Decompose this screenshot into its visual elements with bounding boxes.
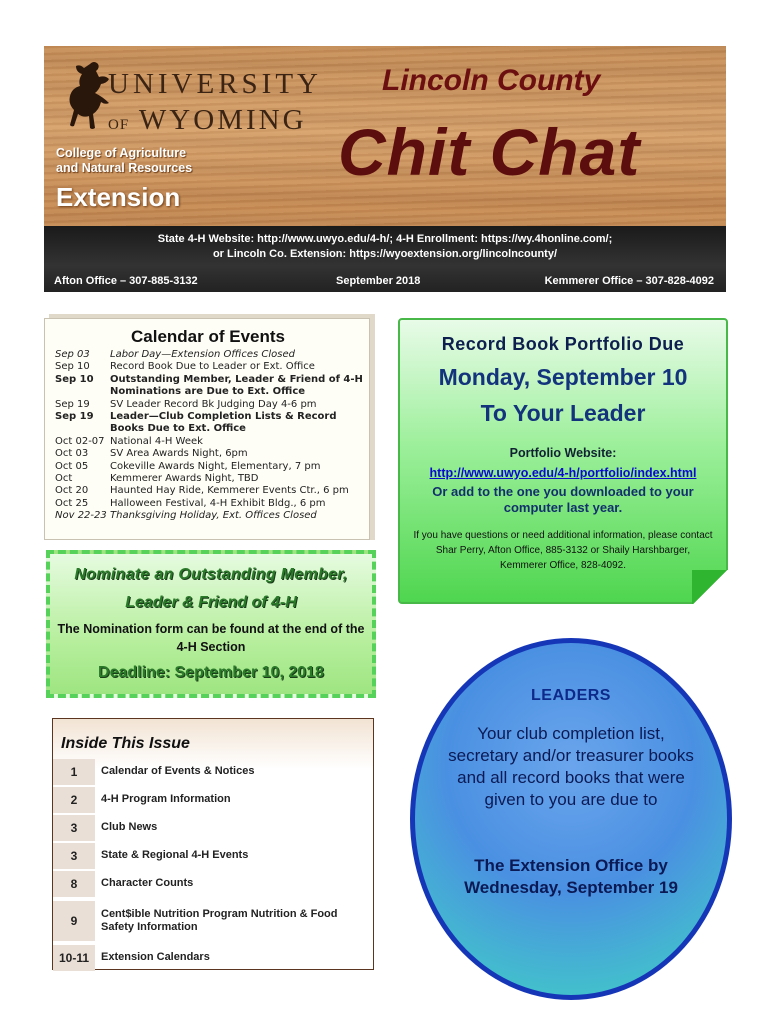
calendar-event-description: SV Leader Record Bk Judging Day 4-6 pm [110,398,317,410]
afton-office-phone: Afton Office – 307-885-3132 [54,275,198,287]
inside-this-issue [52,718,374,970]
calendar-event-date: Sep 19 [55,398,90,410]
calendar-event [55,485,367,497]
nomination-title-line2: Leader & Friend of 4-H [125,594,297,611]
calendar-event-description: Haunted Hay Ride, Kemmerer Events Ctr., 6 pm [110,485,349,497]
calendar-event [55,361,367,373]
inside-topic: Extension Calendars [101,951,210,963]
inside-row [53,787,373,813]
calendar-event [55,349,367,361]
page-curl-corner [692,570,728,604]
newsletter-title: Chit Chat [338,115,641,189]
college-line1: College of Agriculture [56,146,187,160]
header-info-bar [44,226,726,292]
leaders-circle [410,638,732,1000]
calendar-event-description: National 4-H Week [110,435,203,447]
inside-page-number: 8 [53,871,95,897]
university-name-line1: UNIVERSITY [108,68,322,100]
nomination-title-line1: Nominate an Outstanding Member, [74,566,348,583]
inside-page-number: 2 [53,787,95,813]
calendar-event [55,448,367,460]
calendar-event-description: SV Area Awards Night, 6pm [110,448,248,460]
county-title: Lincoln County [382,64,601,97]
inside-page-number: 10-11 [53,945,95,971]
issue-date: September 2018 [336,275,421,287]
portfolio-website-label: Portfolio Website: [509,446,617,460]
leaders-body: Your club completion list, secretary and/or treasurer books and all record books that were given to you are due to [448,724,694,809]
calendar-event-description: Cokeville Awards Night, Elementary, 7 pm [110,460,321,472]
record-book-alternative: Or add to the one you downloaded to your computer last year. [432,484,694,515]
calendar-event-description: Record Book Due to Leader or Ext. Office [110,361,315,373]
calendar-event-description: Outstanding Member, Leader & Friend of 4-H Nominations are Due to Ext. Office [110,373,363,398]
inside-row [53,901,373,941]
college-line2: and Natural Resources [56,161,193,175]
inside-page-number: 3 [53,843,95,869]
inside-page-number: 9 [53,901,95,941]
university-of: OF [108,117,130,133]
inside-row [53,871,373,897]
inside-row [53,843,373,869]
calendar-event-date: Oct 05 [55,460,89,472]
websites-line2[interactable]: or Lincoln Co. Extension: https://wyoextension.org/lincolncounty/ [212,248,558,260]
record-book-title: Record Book Portfolio Due [441,334,685,354]
inside-row [53,815,373,841]
inside-topic: Character Counts [101,877,194,889]
calendar-event [55,436,367,448]
record-book-contact: If you have questions or need additional information, please contact Shar Perry, Afton Office, 885-3132 or Shaily Harshbarger, Kemmerer Office, 828-4092. [413,530,713,571]
calendar-event [55,374,367,399]
inside-row [53,759,373,785]
calendar-title: Calendar of Events [131,327,285,346]
calendar-event [55,399,367,411]
inside-row [53,945,373,971]
calendar-event-date: Nov 22-23 [55,510,107,522]
record-book-due-date: Monday, September 10 [438,364,688,390]
inside-topic: Cent$ible Nutrition Program Nutrition & Food Safety Information [101,908,338,933]
calendar-event-description: Leader—Club Completion Lists & Record Books Due to Ext. Office [110,411,337,435]
calendar-event [55,498,367,510]
calendar-event [55,411,367,436]
calendar-event-date: Sep 19 [55,411,94,423]
record-book-notice [398,318,728,604]
calendar-event-description: Labor Day—Extension Offices Closed [110,349,295,360]
calendar-box [44,318,370,540]
inside-topic: Calendar of Events & Notices [101,765,255,777]
university-state: WYOMING [138,104,307,136]
nomination-form-note: The Nomination form can be found at the end of the 4-H Section [57,622,365,654]
calendar-event [55,510,367,522]
calendar-event-list [55,349,367,523]
calendar-event-date: Sep 10 [55,361,90,373]
calendar-event [55,461,367,473]
calendar-event-date: Oct 20 [55,485,89,497]
portfolio-website-link[interactable]: http://www.uwyo.edu/4-h/portfolio/index.html [429,466,697,480]
kemmerer-office-phone: Kemmerer Office – 307-828-4092 [544,275,714,287]
inside-topic: State & Regional 4-H Events [101,849,249,861]
nomination-deadline: Deadline: September 10, 2018 [98,664,324,681]
leaders-title: LEADERS [531,687,611,704]
masthead [44,46,726,292]
websites-line1[interactable]: State 4-H Website: http://www.uwyo.edu/4-h/; 4-H Enrollment: https://wy.4honline.com/; [157,233,613,245]
calendar-event-date: Oct 25 [55,497,89,509]
calendar-event-date: Oct 03 [55,448,89,460]
inside-topic: Club News [101,821,158,833]
calendar-event-description: Thanksgiving Holiday, Ext. Offices Closed [110,510,317,522]
leaders-due-office: The Extension Office by Wednesday, September 19 [464,856,678,897]
calendar-event [55,473,367,485]
inside-page-number: 1 [53,759,95,785]
calendar-event-date: Oct [55,473,73,485]
inside-topic: 4-H Program Information [101,793,231,805]
calendar-event-date: Sep 03 [55,349,90,360]
inside-title: Inside This Issue [61,735,190,752]
university-name-line2 [108,104,307,137]
record-book-due-to: To Your Leader [480,400,646,426]
calendar-event-description: Kemmerer Awards Night, TBD [110,473,259,485]
inside-page-number: 3 [53,815,95,841]
calendar-event-description: Halloween Festival, 4-H Exhibit Bldg., 6 pm [110,497,326,509]
nomination-notice [46,550,376,698]
calendar-event-date: Oct 02-07 [55,435,105,447]
calendar-event-date: Sep 10 [55,373,94,385]
extension-label: Extension [56,182,181,212]
college-name [56,146,192,176]
